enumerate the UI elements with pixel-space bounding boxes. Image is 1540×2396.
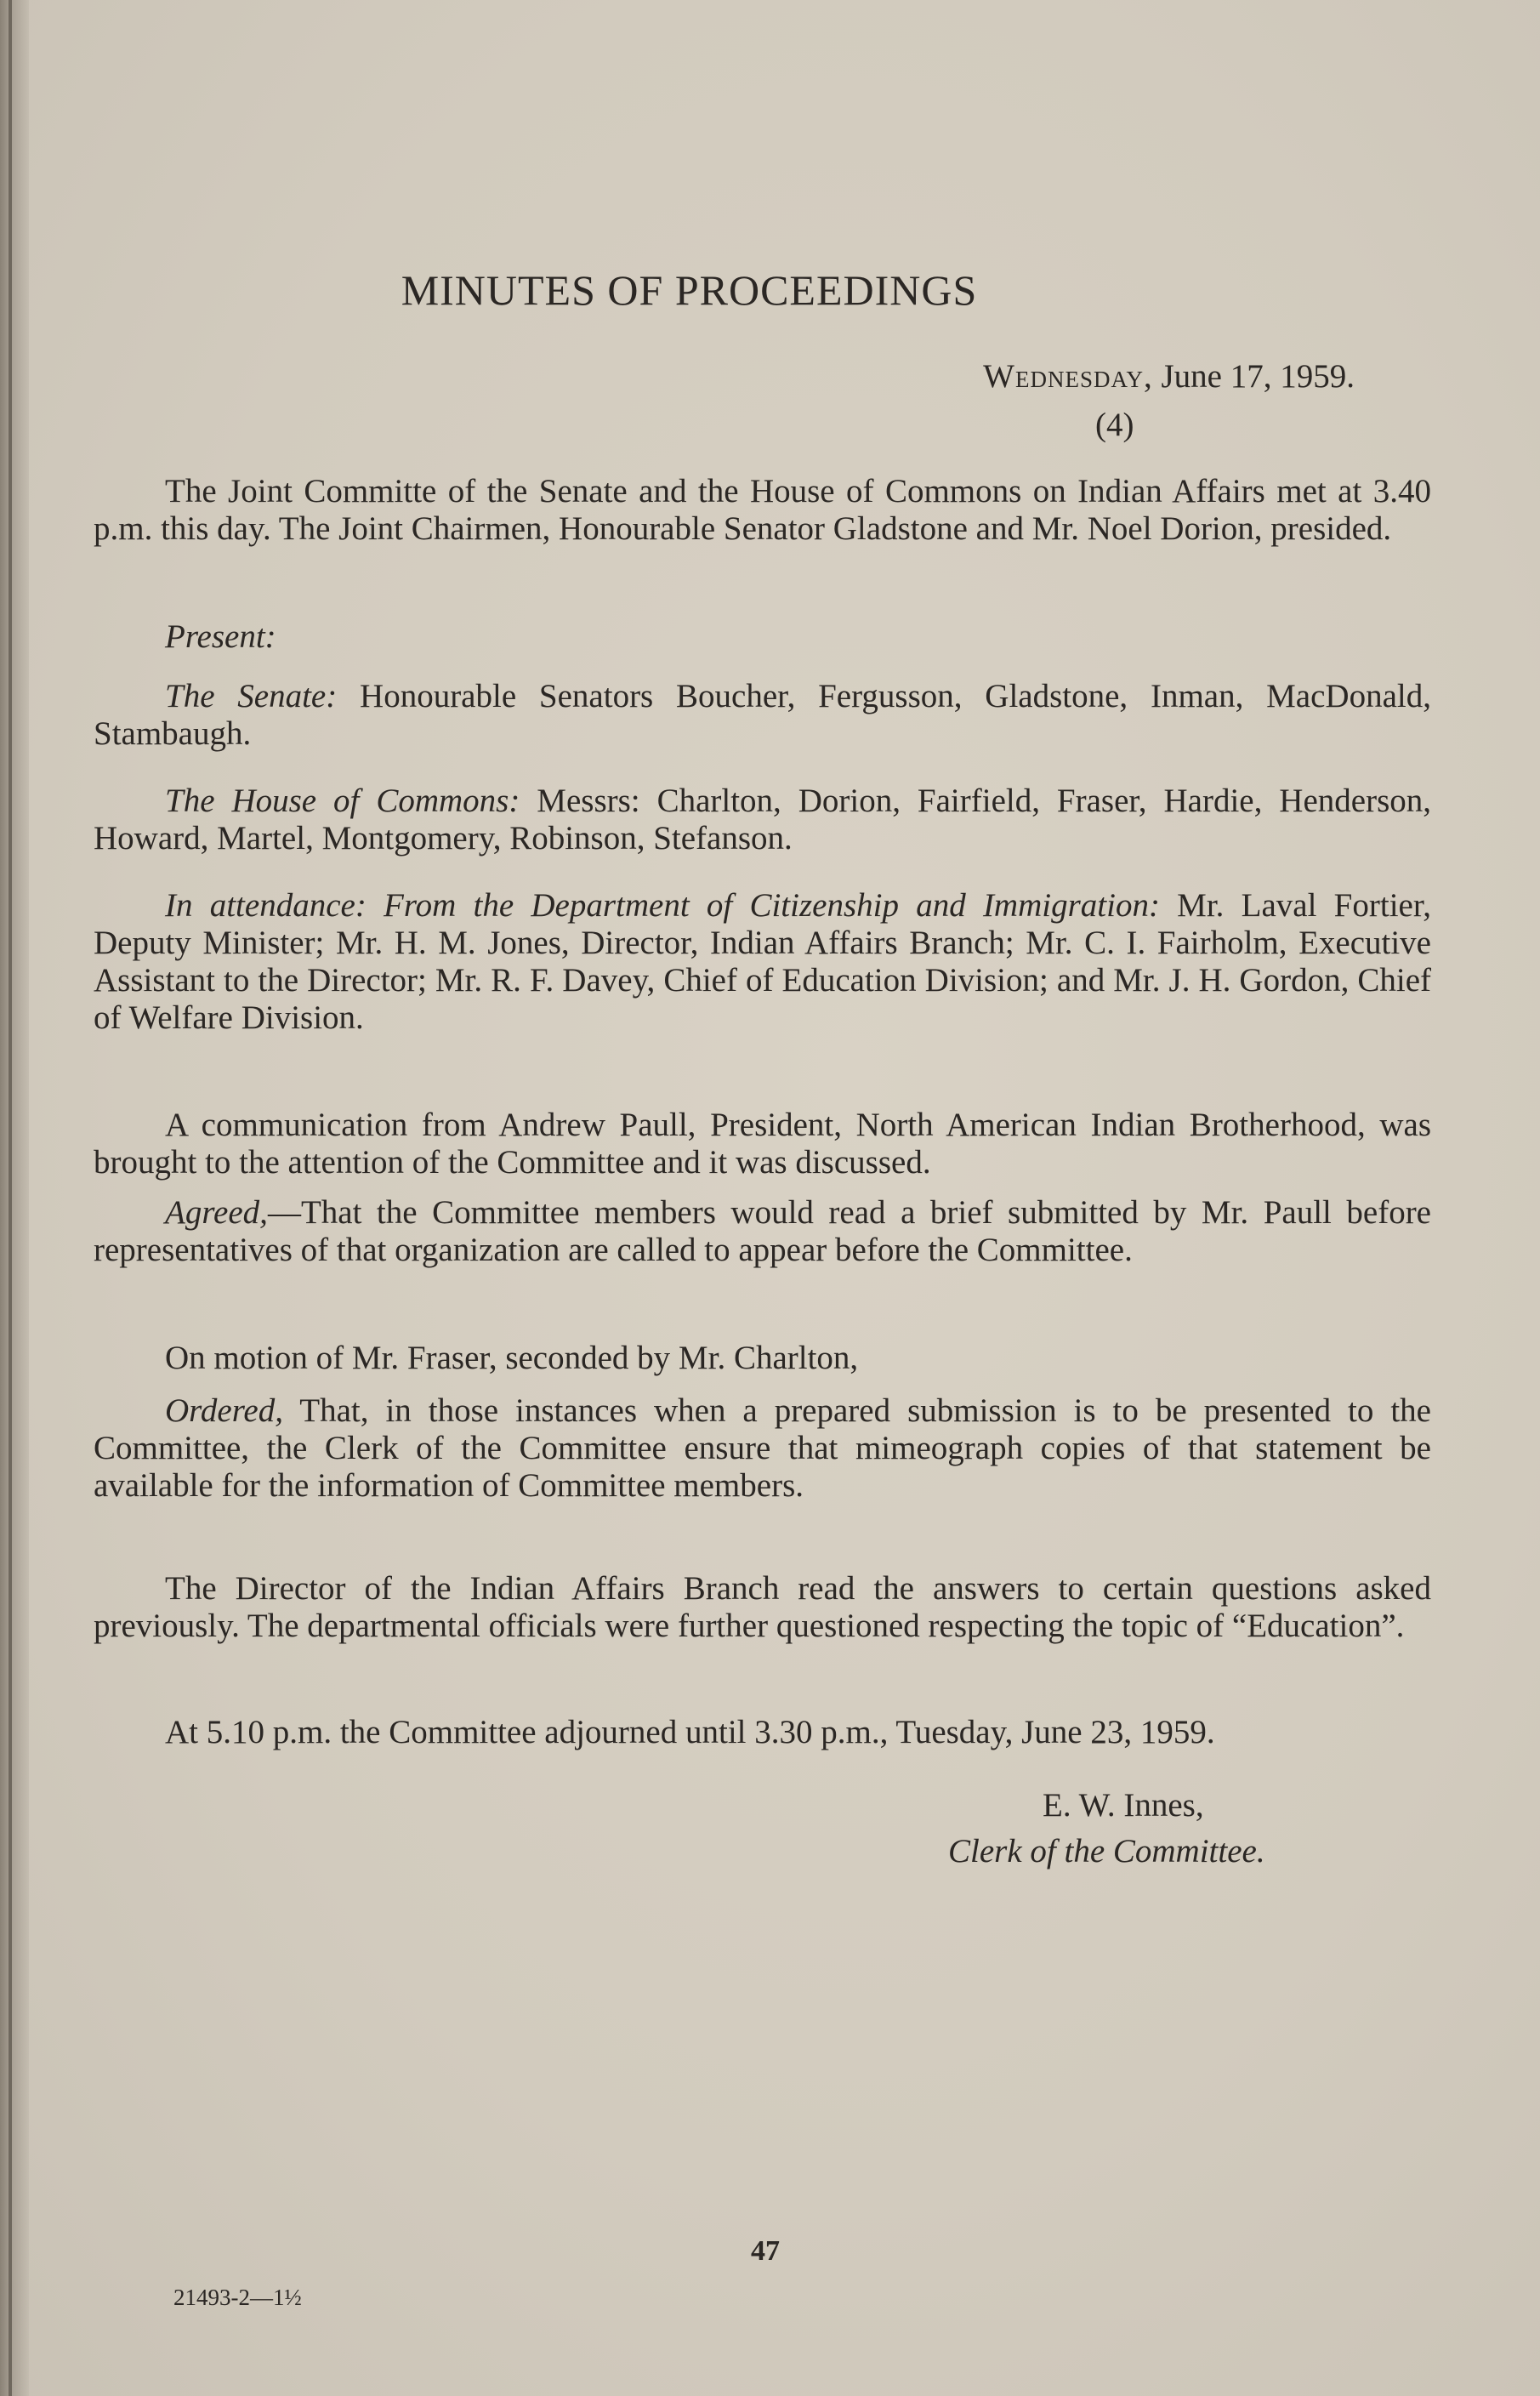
paragraph-ordered — [94, 1392, 1431, 1505]
paragraph-present — [94, 618, 1431, 656]
paragraph-motion — [94, 1340, 1431, 1377]
dateline-weekday: Wednesday, — [983, 358, 1153, 395]
ordered-text: That, in those instances when a prepared submission is to be presented to the Committee, the Clerk of the Committee ensure that mimeograph copies of that statement be available for the information of Committee members. — [94, 1392, 1431, 1504]
paragraph-commons — [94, 783, 1431, 857]
binding-edge — [0, 0, 29, 2396]
commons-members: Messrs: Charlton, Dorion, Fairfield, Fraser, Hardie, Henderson, Howard, Martel, Montgomery, Robinson, Stefanson. — [94, 783, 1432, 857]
senate-label: The Senate: — [165, 678, 338, 714]
commons-label: The House of Commons: — [165, 783, 520, 819]
meeting-number: (4) — [1095, 407, 1134, 443]
page-number: 47 — [751, 2235, 780, 2267]
adjourned-text: At 5.10 p.m. the Committee adjourned until 3.30 p.m., Tuesday, June 23, 1959. — [165, 1714, 1215, 1750]
binding-rule — [9, 0, 12, 2396]
communication-text: A communication from Andrew Paull, President, North American Indian Brotherhood, was brought to the attention of the Committee and it was discussed. — [94, 1107, 1431, 1181]
paragraph-agreed — [94, 1194, 1431, 1269]
agreed-text: —That the Committee members would read a brief submitted by Mr. Paull before representatives of that organization are called to appear before the Committee. — [94, 1194, 1431, 1268]
paragraph-adjourned — [94, 1714, 1431, 1751]
signature-name: E. W. Innes, — [1043, 1787, 1204, 1824]
page-title: MINUTES OF PROCEEDINGS — [401, 266, 978, 314]
paragraph-director — [94, 1570, 1431, 1645]
attendance-label: In attendance: From the Department of Citizenship and Immigration: — [165, 887, 1160, 924]
paragraph-communication — [94, 1107, 1431, 1181]
motion-text: On motion of Mr. Fraser, seconded by Mr. Charlton, — [165, 1340, 859, 1376]
paragraph-opening — [94, 473, 1431, 548]
signature-title: Clerk of the Committee. — [948, 1833, 1265, 1870]
director-text: The Director of the Indian Affairs Branch read the answers to certain questions asked previously. The departmental officials were further questioned respecting the topic of “Education”. — [94, 1570, 1431, 1644]
paragraph-senate — [94, 678, 1431, 753]
ordered-label: Ordered, — [165, 1392, 283, 1429]
print-code: 21493-2—1½ — [173, 2285, 302, 2310]
agreed-label: Agreed, — [165, 1194, 268, 1231]
senate-members: Honourable Senators Boucher, Fergusson, Gladstone, Inman, MacDonald, Stambaugh. — [94, 678, 1431, 752]
dateline — [983, 357, 1355, 396]
present-label: Present: — [165, 618, 276, 655]
dateline-date: June 17, 1959. — [1161, 358, 1355, 395]
attendance-list: Mr. Laval Fortier, Deputy Minister; Mr. H. M. Jones, Director, Indian Affairs Branch; Mr. C. I. Fairholm, Executive Assistant to the Director; Mr. R. F. Davey, Chief of Education Division; and Mr. J. H. Gordon, Chief of Welfare Division. — [94, 887, 1432, 1036]
opening-text: The Joint Committe of the Senate and the House of Commons on Indian Affairs met at 3.40 p.m. this day. The Joint Chairmen, Honourable Senator Gladstone and Mr. Noel Dorion, presided. — [94, 473, 1431, 547]
paragraph-attendance — [94, 887, 1431, 1037]
